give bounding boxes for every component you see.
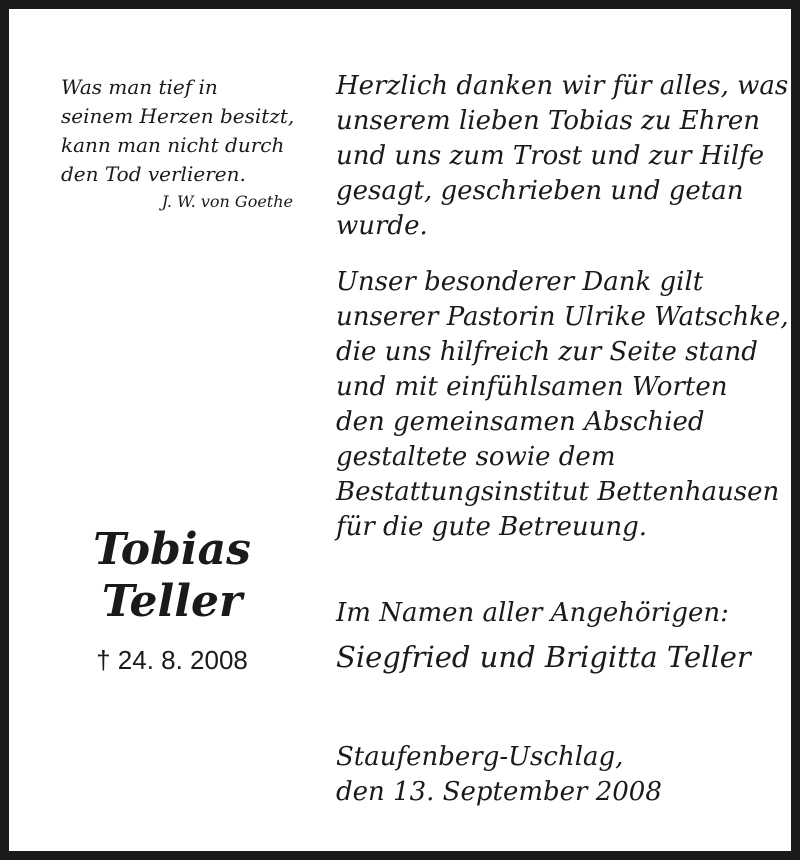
- first-name: Tobias: [93, 524, 251, 575]
- text-line: die uns hilfreich zur Seite stand: [336, 337, 758, 367]
- text-line: und mit einfühlsamen Worten: [336, 372, 728, 402]
- last-name: Teller: [101, 576, 243, 627]
- text-line: Herzlich danken wir für alles, was: [336, 71, 789, 101]
- text-line: wurde.: [336, 211, 428, 241]
- quote-line: kann man nicht durch: [61, 133, 285, 157]
- text-line: Im Namen aller Angehörigen:: [336, 598, 729, 628]
- date: den 13. September 2008: [336, 777, 662, 807]
- quote-author: J. W. von Goethe: [161, 192, 293, 211]
- quote-line: Was man tief in: [61, 75, 218, 99]
- text-line: den gemeinsamen Abschied: [336, 407, 705, 437]
- closing-phrase: [336, 596, 776, 631]
- signers: Siegfried und Brigitta Teller: [336, 640, 751, 674]
- quote-line: den Tod verlieren.: [61, 162, 246, 186]
- text-line: Bestattungsinstitut Bettenhausen: [336, 477, 780, 507]
- deceased-name: [57, 524, 287, 628]
- goethe-quote: [61, 73, 301, 189]
- text-line: unserer Pastorin Ulrike Watschke,: [336, 302, 789, 332]
- place-date: [336, 740, 776, 810]
- text-line: unserem lieben Tobias zu Ehren: [336, 106, 761, 136]
- text-line: gesagt, geschrieben und getan: [336, 176, 744, 206]
- place: Staufenberg-Uschlag,: [336, 742, 624, 772]
- quote-line: seinem Herzen besitzt,: [61, 104, 295, 128]
- death-date: † 24. 8. 2008: [96, 645, 248, 675]
- thanks-paragraph-2: [336, 265, 789, 545]
- thanks-paragraph-1: [336, 69, 789, 244]
- text-line: für die gute Betreuung.: [336, 512, 648, 542]
- text-line: gestaltete sowie dem: [336, 442, 616, 472]
- text-line: und uns zum Trost und zur Hilfe: [336, 141, 765, 171]
- text-line: Unser besonderer Dank gilt: [336, 267, 704, 297]
